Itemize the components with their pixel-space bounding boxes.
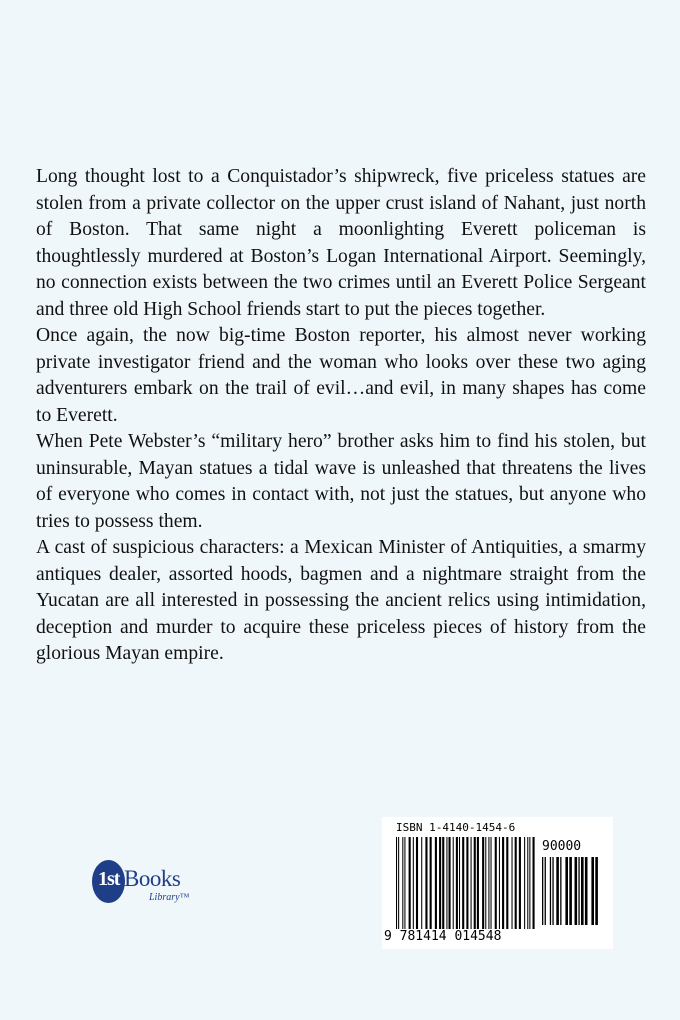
barcode-bar — [402, 837, 403, 929]
publisher-logo — [92, 858, 202, 908]
barcode-bar — [398, 837, 399, 929]
barcode-bar — [477, 837, 479, 929]
barcode-bar — [416, 837, 418, 929]
barcode-bar — [409, 837, 411, 929]
isbn-label: ISBN 1-4140-1454-6 — [396, 821, 516, 834]
blurb-paragraph: Once again, the now big-time Boston reporter, his almost never working private investigator friend and the woman who looks over these two aging adventurers embark on the trail of evil…and evil, in many shapes has come to Everett. — [36, 325, 646, 426]
barcode-bar — [495, 837, 497, 929]
barcode-bar — [421, 837, 422, 929]
barcode-bar — [512, 837, 513, 929]
barcode-bar — [435, 837, 437, 929]
barcode-bar — [485, 837, 486, 929]
barcode-bar — [542, 857, 543, 925]
barcode-bar — [482, 837, 484, 929]
barcode-bar — [524, 837, 525, 929]
barcode-bar — [545, 857, 546, 925]
barcode-bar — [595, 857, 598, 925]
logo-number: 1st — [98, 868, 120, 890]
barcode-bar — [462, 837, 464, 929]
barcode-bar — [565, 857, 568, 925]
barcode-bar — [474, 837, 476, 929]
barcode-bar — [488, 837, 489, 929]
barcode-bar — [578, 857, 579, 925]
barcode-bar — [491, 837, 492, 929]
barcode-bar — [560, 857, 561, 925]
barcode-bar — [446, 837, 447, 929]
barcode-bar — [439, 837, 441, 929]
barcode-bar — [519, 837, 521, 929]
barcode-bar — [466, 837, 468, 929]
barcode-bar — [533, 837, 535, 929]
barcode-bar — [396, 837, 397, 929]
blurb-paragraph: Long thought lost to a Conquistador’s shipwreck, five priceless statues are stolen from a private collector on the upper crust island of Nahant, just north of Boston. That same night a moonlighting Everett policeman is thoughtlessly murdered at Boston’s Logan International Airport. Seemingly, no connection exists between the two crimes until an Everett Police Sergeant and three old High School friends start to put the pieces together. — [36, 166, 646, 320]
barcode-bar — [515, 837, 517, 929]
barcode-bar — [575, 857, 578, 925]
barcode-bar — [527, 837, 528, 929]
main-barcode-bars — [396, 837, 538, 929]
barcode-bar — [459, 837, 460, 929]
barcode-bar — [453, 837, 454, 929]
price-code: 90000 — [542, 839, 582, 854]
barcode-bar — [556, 857, 559, 925]
back-cover-blurb — [36, 164, 646, 668]
barcode-bar — [569, 857, 572, 925]
barcode-bar — [591, 857, 594, 925]
barcode-bar — [471, 837, 472, 929]
barcode-bar — [585, 857, 588, 925]
barcode-bar — [404, 837, 405, 929]
barcode-bar — [425, 837, 427, 929]
barcode-bar — [456, 837, 458, 929]
barcode-bar — [506, 837, 508, 929]
barcode-bar — [442, 837, 444, 929]
logo-subtitle: Library™ — [149, 892, 190, 903]
barcode-bar — [552, 857, 553, 925]
ean-number: 9 781414 014548 — [384, 929, 502, 944]
blurb-paragraph: When Pete Webster’s “military hero” brother asks him to find his stolen, but uninsurable, Mayan statues a tidal wave is unleashed that threatens the lives of everyone who comes in contact with, not just the statues, but anyone who tries to possess them. — [36, 431, 646, 532]
barcode-bar — [449, 837, 451, 929]
barcode-bar — [550, 857, 551, 925]
blurb-paragraph: A cast of suspicious characters: a Mexican Minister of Antiquities, a smarmy antiques dealer, assorted hoods, bagmen and a nightmare straight from the Yucatan are all interested in possessing the ancient relics using intimidation, deception and murder to acquire these priceless pieces of history from the glorious Mayan empire. — [36, 537, 646, 664]
barcode-bar — [430, 837, 432, 929]
barcode-bar — [581, 857, 584, 925]
barcode-bar — [413, 837, 414, 929]
barcode-bar — [499, 837, 500, 929]
isbn-barcode — [382, 817, 613, 949]
logo-brand: Books — [124, 866, 181, 891]
addon-barcode-bars — [542, 857, 600, 925]
barcode-bar — [529, 837, 530, 929]
barcode-bar — [502, 837, 504, 929]
